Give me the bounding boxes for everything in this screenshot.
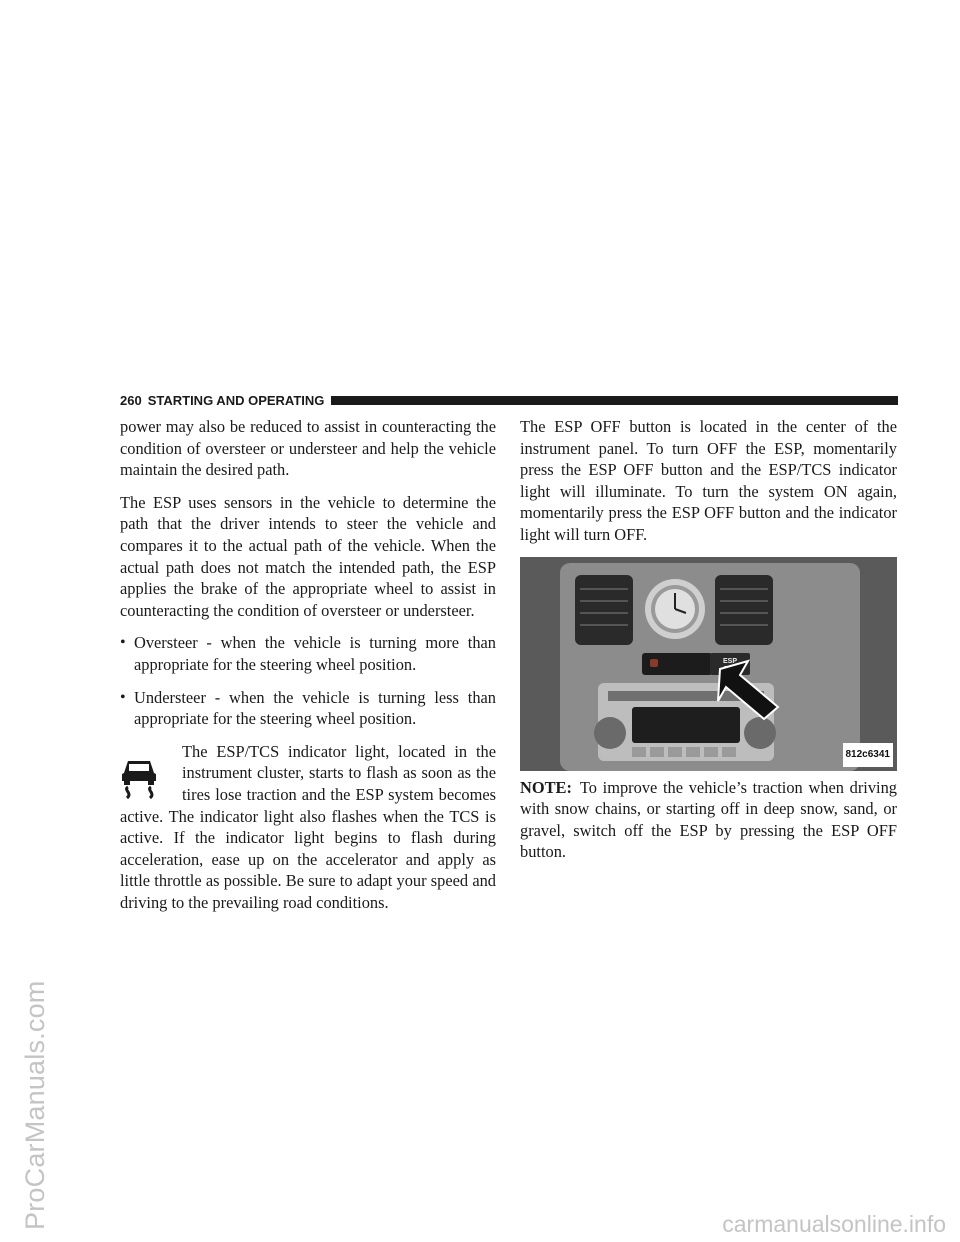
esp-button-label-esp: ESP: [722, 657, 738, 665]
list-item: [120, 632, 496, 675]
note-label: NOTE:: [520, 777, 572, 797]
paragraph-esp-off-button: The ESP OFF button is located in the center of the instrument panel. To turn OFF the ESP, momentarily press the ESP OFF button and the ESP/TCS indicator light will illuminate. To turn the system ON again, momentarily press the ESP OFF button and the indicator light will turn OFF.: [520, 417, 897, 544]
instrument-panel-photo: [520, 557, 897, 771]
esp-skid-car-icon: [120, 757, 160, 801]
page-header: [120, 391, 898, 409]
right-column: [520, 416, 897, 874]
left-column: [120, 416, 496, 924]
bullet-oversteer: Oversteer - when the vehicle is turning more than appropriate for the steering wheel position.: [134, 633, 496, 674]
paragraph-indicator-light: The ESP/TCS indicator light, located in the instrument cluster, starts to flash as soon as the tires lose traction and the ESP system becomes active. The indicator light also flashes when the TCS is active. If the indicator light begins to flash during acceleration, ease up on the accelerator and apply as little throttle as possible. Be sure to adapt your speed and driving to the prevailing road conditions.: [120, 741, 496, 912]
header-rule: [331, 396, 898, 405]
indicator-section: [120, 741, 496, 914]
figure-code: 812c6341: [843, 743, 894, 767]
page-number: 260: [120, 392, 142, 408]
bullet-icon: •: [120, 634, 126, 652]
list-item: [120, 687, 496, 730]
paragraph-esp-sensors: The ESP uses sensors in the vehicle to determine the path that the driver intends to steer the vehicle and compares it to the actual path of the vehicle. When the actual path does not match the intended path, the ESP applies the brake of the appropriate wheel to assist in counteracting the condition of oversteer or understeer.: [120, 492, 496, 620]
bottom-watermark: carmanualsonline.info: [722, 1211, 946, 1237]
bullet-icon: •: [120, 688, 126, 706]
section-title: STARTING AND OPERATING: [147, 392, 325, 408]
side-watermark: ProCarManuals.com: [20, 980, 50, 1230]
note-text: To improve the vehicle’s traction when driving with snow chains, or starting off in deep snow, sand, or gravel, switch off the ESP by pressing the ESP OFF button.: [520, 777, 897, 862]
paragraph-power-reduced: power may also be reduced to assist in counteracting the condition of oversteer or understeer and help the vehicle maintain the desired path.: [120, 417, 496, 480]
note-paragraph: [520, 777, 897, 863]
bullet-understeer: Understeer - when the vehicle is turning less than appropriate for the steering wheel position.: [134, 687, 496, 729]
